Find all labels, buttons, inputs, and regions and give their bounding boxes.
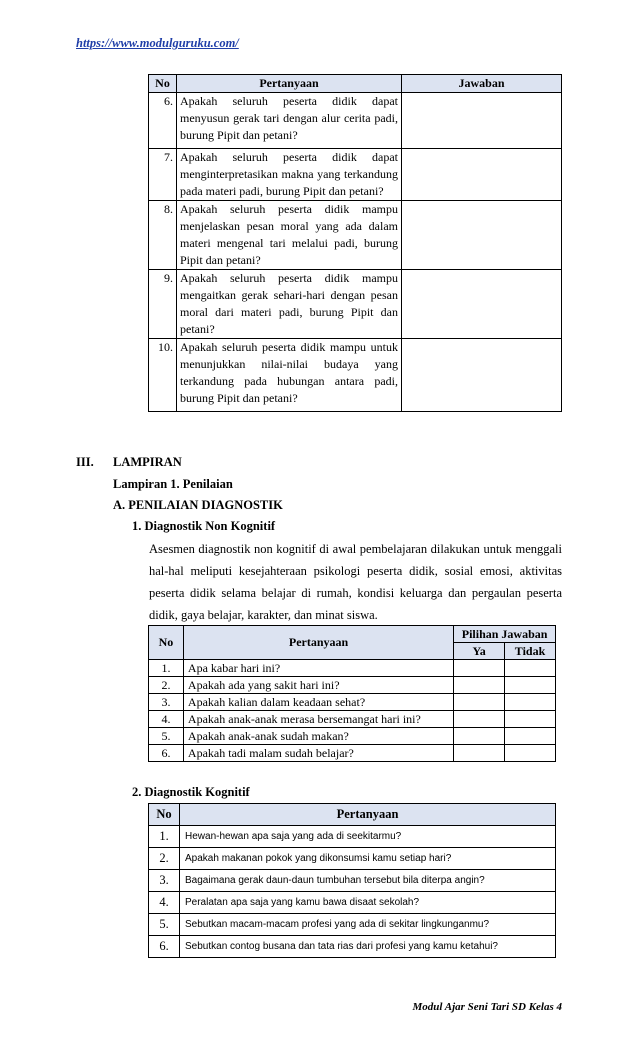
row-number: 5. — [149, 728, 184, 745]
row-answer-cell[interactable] — [402, 270, 562, 339]
row-question: Apakah seluruh peserta didik mampu mengaitkan gerak sehari-hari dengan pesan moral dari materi padi, burung Pipit dan petani? — [177, 270, 402, 339]
row-number: 6. — [149, 936, 180, 958]
row-question: Apakah seluruh peserta didik dapat menginterpretasikan makna yang terkandung pada materi padi, burung Pipit dan petani? — [177, 149, 402, 201]
row-number: 2. — [149, 848, 180, 870]
table-row — [149, 677, 556, 694]
row-answer-cell[interactable] — [402, 149, 562, 201]
table-row — [149, 826, 556, 848]
row-number: 1. — [149, 660, 184, 677]
row-question: Apa kabar hari ini? — [183, 660, 453, 677]
ya-checkbox-cell[interactable] — [454, 677, 505, 694]
section-title: LAMPIRAN — [113, 455, 182, 469]
table-row — [149, 93, 562, 149]
row-number: 6. — [149, 745, 184, 762]
ya-checkbox-cell[interactable] — [454, 745, 505, 762]
tidak-checkbox-cell[interactable] — [505, 660, 556, 677]
row-question: Bagaimana gerak daun-daun tumbuhan tersebut bila diterpa angin? — [180, 870, 556, 892]
cognitive-table — [148, 803, 556, 958]
col-no-header: No — [149, 804, 180, 826]
row-number: 5. — [149, 914, 180, 936]
row-number: 8. — [149, 201, 177, 270]
col-no-header: No — [149, 626, 184, 660]
table-row — [149, 892, 556, 914]
row-number: 2. — [149, 677, 184, 694]
table-row — [149, 745, 556, 762]
row-question: Sebutkan macam-macam profesi yang ada di sekitar lingkunganmu? — [180, 914, 556, 936]
row-answer-cell[interactable] — [402, 201, 562, 270]
col-pertanyaan-header: Pertanyaan — [183, 626, 453, 660]
table-row — [149, 870, 556, 892]
subsection-heading: A. PENILAIAN DIAGNOSTIK — [113, 498, 283, 512]
table-row — [149, 711, 556, 728]
row-question: Apakah anak-anak merasa bersemangat hari ini? — [183, 711, 453, 728]
tidak-checkbox-cell[interactable] — [505, 677, 556, 694]
table-row — [149, 848, 556, 870]
ya-checkbox-cell[interactable] — [454, 694, 505, 711]
tidak-checkbox-cell[interactable] — [505, 745, 556, 762]
col-pertanyaan-header: Pertanyaan — [177, 75, 402, 93]
footer-text: Modul Ajar Seni Tari SD Kelas 4 — [412, 1001, 562, 1013]
item-heading-kognitif: 2. Diagnostik Kognitif — [132, 785, 250, 799]
row-question: Apakah makanan pokok yang dikonsumsi kamu setiap hari? — [180, 848, 556, 870]
table-row — [149, 149, 562, 201]
row-question: Sebutkan contog busana dan tata rias dari profesi yang kamu ketahui? — [180, 936, 556, 958]
row-question: Apakah seluruh peserta didik mampu untuk menunjukkan nilai-nilai budaya yang terkandung pada hubungan antara padi, burung Pipit dan petani? — [177, 339, 402, 412]
diagnostic-paragraph: Asesmen diagnostik non kognitif di awal pembelajaran dilakukan untuk menggali hal-hal meliputi kesejahteraan psikologi peserta didik, sosial emosi, aktivitas peserta didik selama belajar di rumah, kondisi keluarga dan pergaulan peserta didik, gaya belajar, karakter, dan minat siswa. — [149, 542, 562, 622]
col-no-header: No — [149, 75, 177, 93]
row-number: 1. — [149, 826, 180, 848]
section-number: III. — [76, 455, 94, 469]
table-row — [149, 936, 556, 958]
row-question: Apakah tadi malam sudah belajar? — [183, 745, 453, 762]
tidak-checkbox-cell[interactable] — [505, 694, 556, 711]
row-number: 9. — [149, 270, 177, 339]
col-tidak-header: Tidak — [505, 643, 556, 660]
col-pilihan-header: Pilihan Jawaban — [454, 626, 556, 643]
row-question: Apakah anak-anak sudah makan? — [183, 728, 453, 745]
item-heading-non-kognitif: 1. Diagnostik Non Kognitif — [132, 519, 276, 533]
table-row — [149, 660, 556, 677]
row-question: Apakah seluruh peserta didik mampu menjelaskan pesan moral yang ada dalam materi mengenal tari melalui padi, burung Pipit dan petani? — [177, 201, 402, 270]
table-row — [149, 339, 562, 412]
lampiran-heading: Lampiran 1. Penilaian — [113, 477, 233, 491]
col-pertanyaan-header: Pertanyaan — [180, 804, 556, 826]
ya-checkbox-cell[interactable] — [454, 728, 505, 745]
table-row — [149, 728, 556, 745]
row-answer-cell[interactable] — [402, 339, 562, 412]
ya-checkbox-cell[interactable] — [454, 711, 505, 728]
col-jawaban-header: Jawaban — [402, 75, 562, 93]
tidak-checkbox-cell[interactable] — [505, 728, 556, 745]
row-question: Apakah ada yang sakit hari ini? — [183, 677, 453, 694]
table-row — [149, 914, 556, 936]
row-number: 3. — [149, 870, 180, 892]
row-question: Apakah kalian dalam keadaan sehat? — [183, 694, 453, 711]
header-url-link[interactable]: https://www.modulguruku.com/ — [76, 36, 239, 50]
table-row — [149, 270, 562, 339]
row-number: 10. — [149, 339, 177, 412]
row-answer-cell[interactable] — [402, 93, 562, 149]
row-number: 3. — [149, 694, 184, 711]
row-question: Peralatan apa saja yang kamu bawa disaat sekolah? — [180, 892, 556, 914]
reflection-table — [148, 74, 562, 412]
col-ya-header: Ya — [454, 643, 505, 660]
non-cognitive-table — [148, 625, 556, 762]
row-number: 4. — [149, 892, 180, 914]
row-number: 6. — [149, 93, 177, 149]
row-question: Apakah seluruh peserta didik dapat menyusun gerak tari dengan alur cerita padi, burung Pipit dan petani? — [177, 93, 402, 149]
tidak-checkbox-cell[interactable] — [505, 711, 556, 728]
table-row — [149, 201, 562, 270]
row-number: 4. — [149, 711, 184, 728]
row-question: Hewan-hewan apa saja yang ada di seekitarmu? — [180, 826, 556, 848]
row-number: 7. — [149, 149, 177, 201]
table-row — [149, 694, 556, 711]
ya-checkbox-cell[interactable] — [454, 660, 505, 677]
